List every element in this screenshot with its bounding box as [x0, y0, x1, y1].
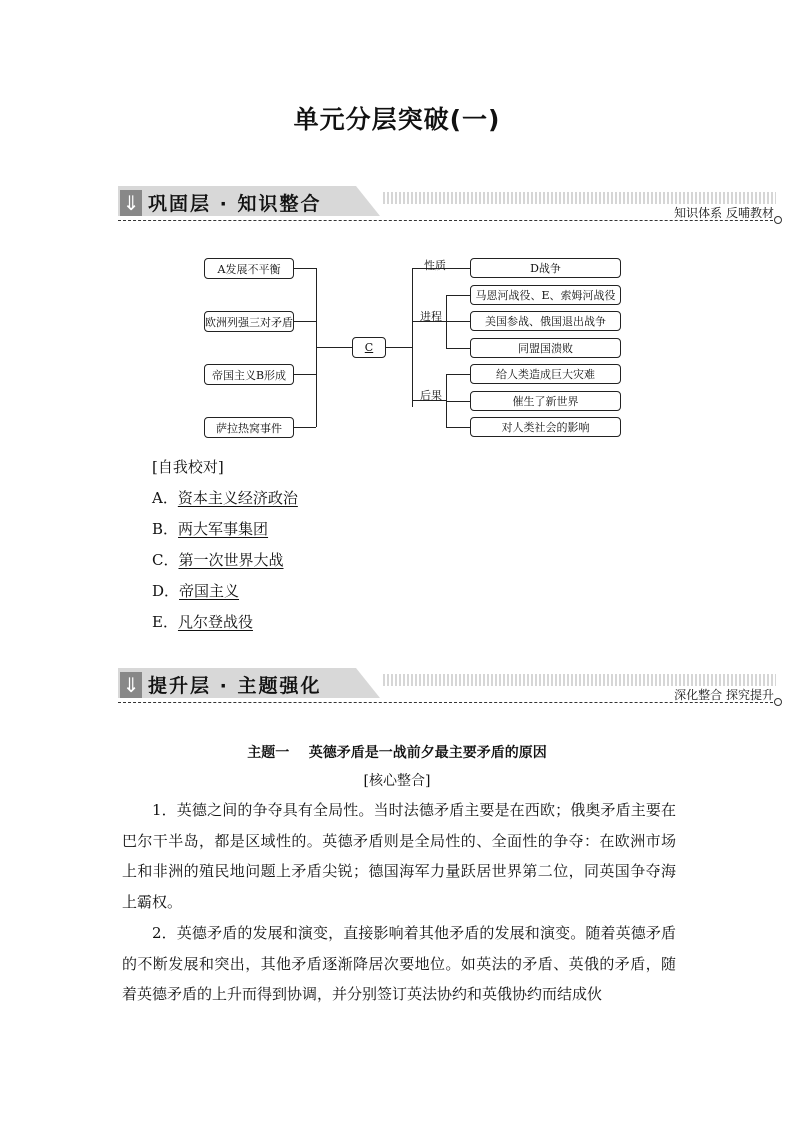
answer-item: B．两大军事集团: [152, 520, 269, 538]
branch-label: 性质: [424, 259, 446, 272]
diagram-center-box: C: [352, 337, 386, 358]
paragraph: 2．英德矛盾的发展和演变，直接影响着其他矛盾的发展和演变。随着英德矛盾的不断发展和突出，其他矛盾逐渐降居次要地位。如英法的矛盾、英俄的矛盾，随着英德矛盾的上升而得到协调，并分别签订英法协约和英俄协约而结成伙: [122, 924, 676, 1003]
branch-label: 进程: [420, 310, 442, 323]
section-banner-enhance: [118, 668, 782, 708]
diagram-right-box: 同盟国溃败: [470, 338, 621, 358]
banner-subtitle: 知识体系 反哺教材: [674, 206, 774, 220]
diagram-left-box: 欧洲列强三对矛盾: [204, 311, 294, 332]
diagram-right-box: 马恩河战役、E、索姆河战役: [470, 285, 621, 305]
line-end-icon: [774, 698, 782, 706]
core-heading: [核心整合]: [363, 773, 431, 789]
paragraph: 1．英德之间的争夺具有全局性。当时法德矛盾主要是在西欧；俄奥矛盾主要在巴尔干半岛，都是区域性的。英德矛盾则是全局性的、全面性的争夺：在欧洲市场上和非洲的殖民地问题上矛盾尖锐；德国海军力量跃居世界第二位，同英国争夺海上霸权。: [122, 801, 676, 911]
banner-label: 提升层 · 主题强化: [148, 675, 322, 697]
self-check-heading: [自我校对]: [152, 458, 224, 476]
diagram-right-box: D战争: [470, 258, 621, 278]
banner-label: 巩固层 · 知识整合: [148, 193, 322, 215]
down-arrow-icon: ⇓: [120, 672, 142, 698]
answer-item: D．帝国主义: [152, 582, 240, 600]
topic-title: 主题一 英德矛盾是一战前夕最主要矛盾的原因: [247, 745, 547, 761]
answer-item: E．凡尔登战役: [152, 613, 253, 631]
knowledge-diagram: [0, 0, 794, 450]
diagram-left-box: 帝国主义B形成: [204, 364, 294, 385]
down-arrow-icon: ⇓: [120, 190, 142, 216]
page-title: 单元分层突破(一): [293, 105, 501, 134]
answer-item: A．资本主义经济政治: [152, 489, 298, 507]
self-check: [152, 452, 298, 638]
diagram-left-box: A发展不平衡: [204, 258, 294, 279]
diagram-right-box: 对人类社会的影响: [470, 417, 621, 437]
diagram-right-box: 给人类造成巨大灾难: [470, 364, 621, 384]
branch-label: 后果: [420, 389, 442, 402]
banner-subtitle: 深化整合 探究提升: [674, 688, 774, 702]
diagram-left-box: 萨拉热窝事件: [204, 417, 294, 438]
diagram-right-box: 美国参战、俄国退出战争: [470, 311, 621, 331]
answer-item: C．第一次世界大战: [152, 551, 284, 569]
diagram-right-box: 催生了新世界: [470, 391, 621, 411]
